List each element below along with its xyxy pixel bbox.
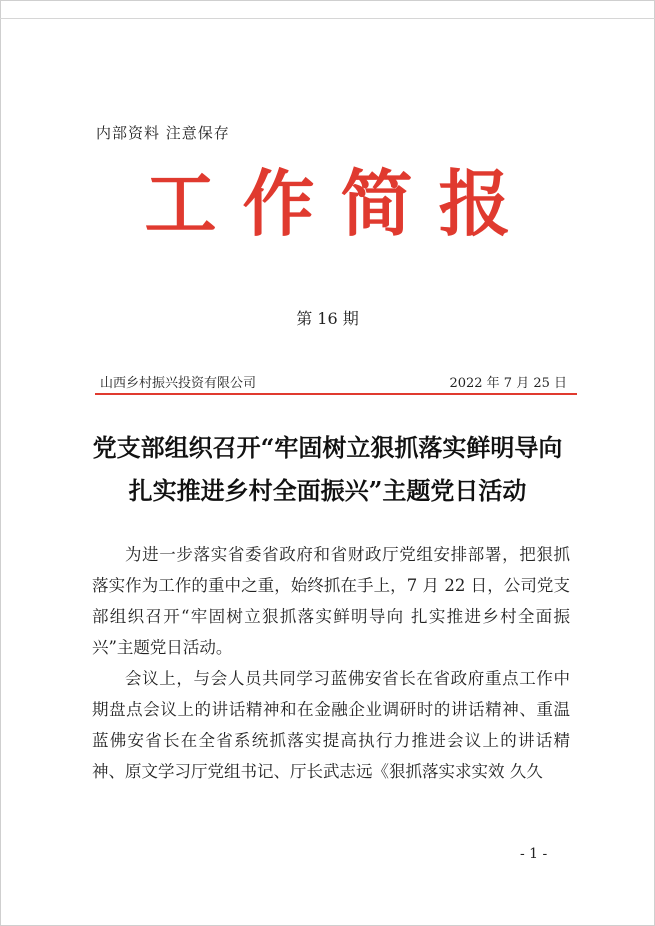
- article-title-line-2: 扎实推进乡村全面振兴”主题党日活动: [128, 476, 527, 505]
- masthead-title: 工作简报: [144, 162, 537, 246]
- confidential-notice: 内部资料 注意保存: [96, 124, 230, 142]
- article-paragraph-2: 会议上，与会人员共同学习蓝佛安省长在省政府重点工作中期盘点会议上的讲话精神和在金融企业调研时的讲话精神、重温蓝佛安省长在全省系统抓落实提高执行力推进会议上的讲话精神、原文学习厅党组书记、厅长武志远《狠抓落实求实效 久久: [92, 669, 570, 781]
- issue-number: 第 16 期: [296, 309, 359, 328]
- scan-top-edge: [0, 18, 655, 19]
- issuing-organization: 山西乡村振兴投资有限公司: [100, 376, 257, 391]
- red-divider: [95, 393, 577, 395]
- issue-date: 2022 年 7 月 25 日: [449, 376, 567, 391]
- article-title: [60, 426, 595, 512]
- article-title-line-1: 党支部组织召开“牢固树立狠抓落实鲜明导向: [92, 433, 563, 462]
- page-number: - 1 -: [520, 846, 548, 862]
- article-body: [92, 539, 570, 787]
- article-paragraph-1: 为进一步落实省委省政府和省财政厅党组安排部署，把狠抓落实作为工作的重中之重，始终抓在手上，7 月 22 日，公司党支部组织召开“牢固树立狠抓落实鲜明导向 扎实推进乡村全面振兴”主题党日活动。: [92, 545, 570, 657]
